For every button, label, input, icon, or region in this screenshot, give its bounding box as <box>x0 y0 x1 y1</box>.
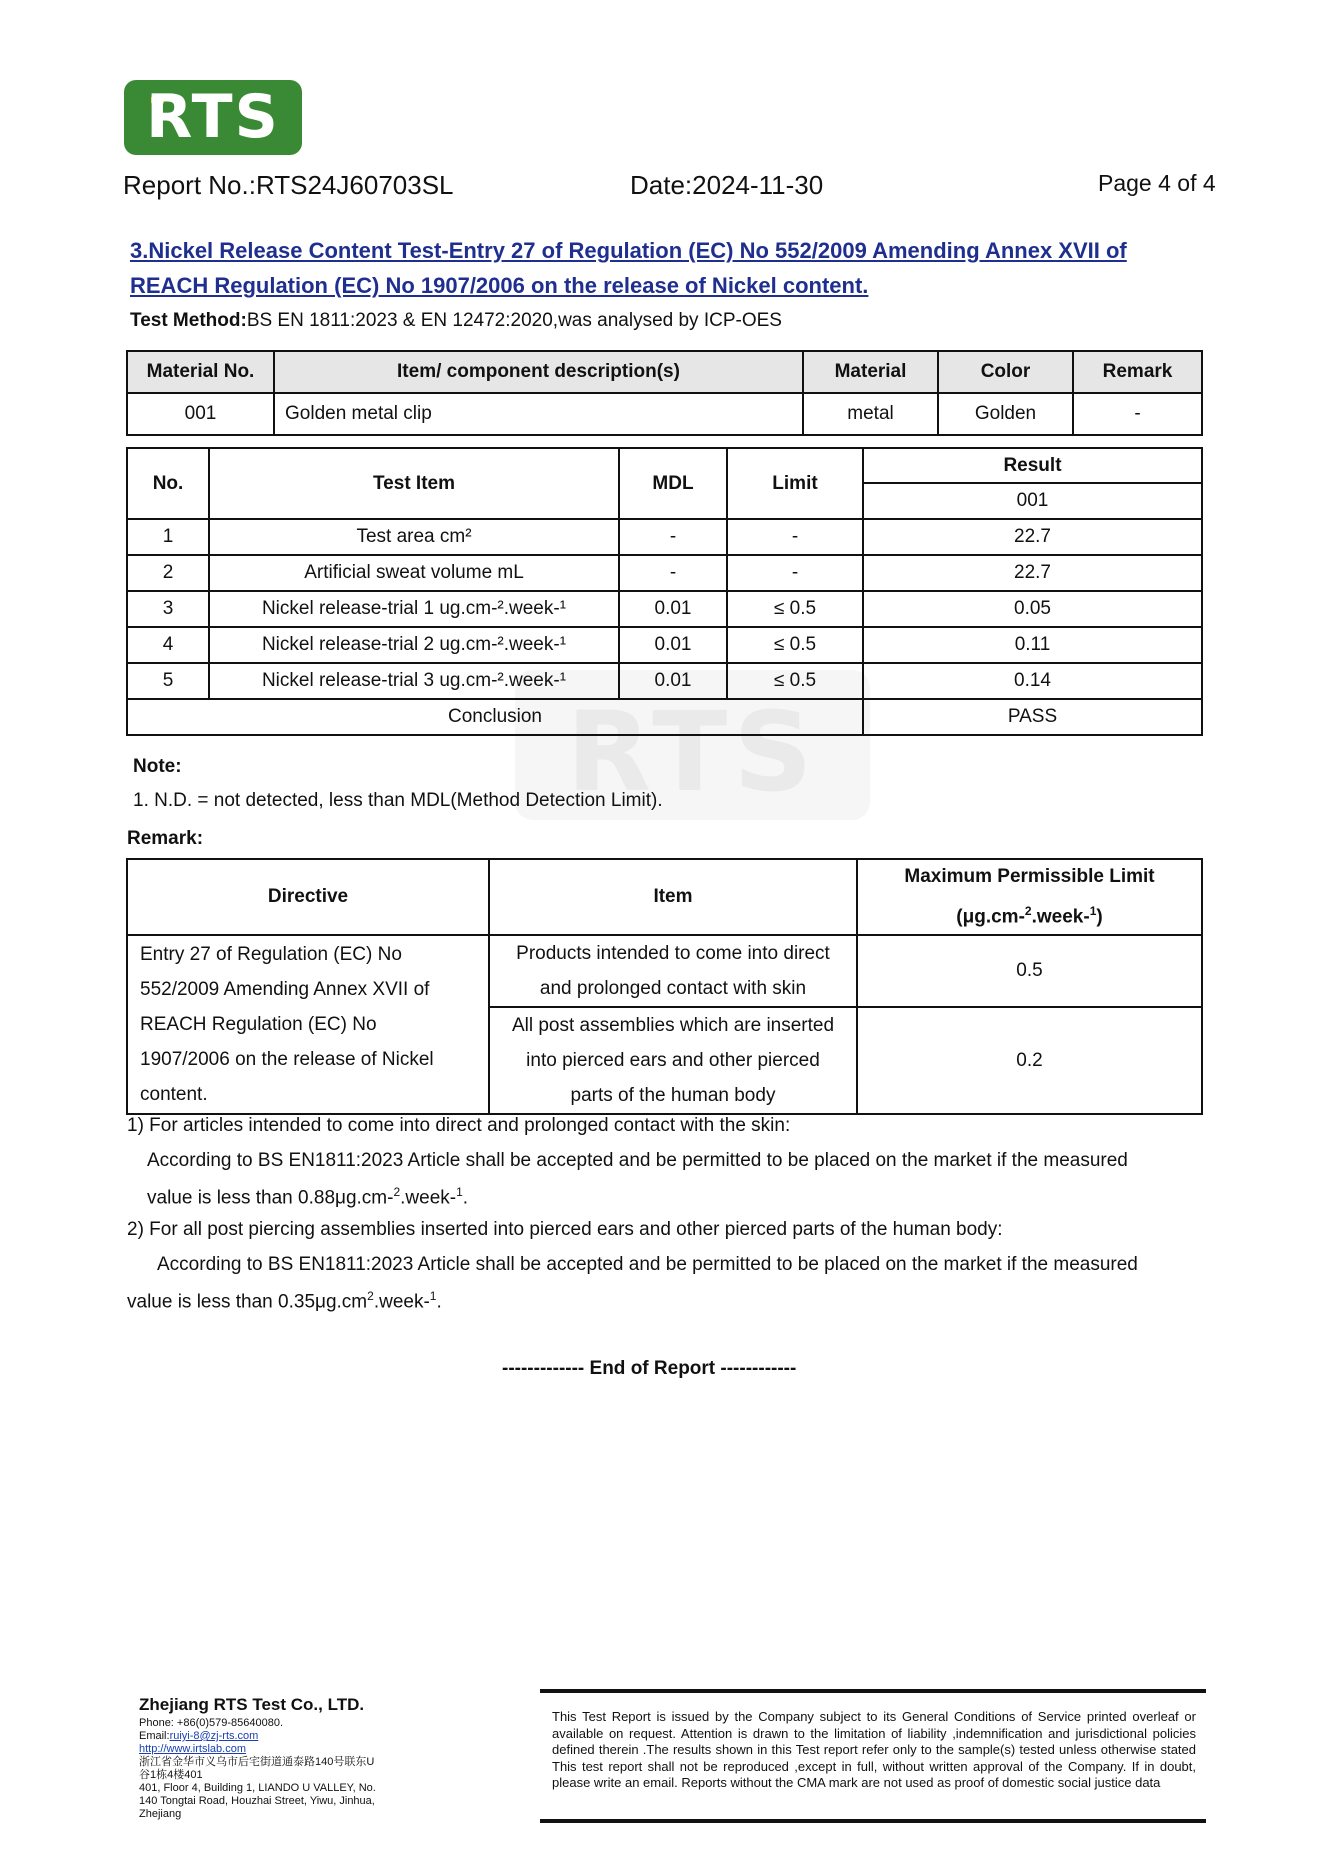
cell-mdl: 0.01 <box>619 627 727 663</box>
cell-mdl: - <box>619 519 727 555</box>
cell-material: metal <box>803 393 938 435</box>
footer-website-link[interactable]: http://www.irtslab.com <box>139 1743 246 1755</box>
report-date: Date:2024-11-30 <box>630 170 824 200</box>
col-description: Item/ component description(s) <box>274 351 803 393</box>
test-method-value: BS EN 1811:2023 & EN 12472:2020,was analysed by ICP-OES <box>246 310 782 331</box>
cell-description: Golden metal clip <box>274 393 803 435</box>
footer-email-line <box>139 1730 399 1743</box>
item-line: parts of the human body <box>570 1085 776 1107</box>
table-row <box>127 591 1202 627</box>
col-limit: Limit <box>727 448 863 519</box>
fn2-sup1: 2 <box>367 1289 374 1303</box>
footer-address-en-3: Zhejiang <box>139 1808 182 1820</box>
cell-no: 2 <box>127 555 209 591</box>
cell-limit: - <box>727 519 863 555</box>
footer-company: Zhejiang RTS Test Co., LTD. <box>139 1695 365 1714</box>
cell-mdl: - <box>619 555 727 591</box>
section-title-line1: 3.Nickel Release Content Test-Entry 27 of Regulation (EC) No 552/2009 Amending Annex XVII of <box>130 238 1127 263</box>
fn2-c: . <box>436 1291 442 1313</box>
cell-directive <box>127 935 489 1114</box>
col-material: Material <box>803 351 938 393</box>
footnote-2-heading: 2) For all post piercing assemblies inserted into pierced ears and other pierced parts of the human body: <box>127 1219 1003 1240</box>
remark-table <box>126 858 1203 1115</box>
conclusion-label: Conclusion <box>127 699 863 735</box>
footer-contact <box>139 1717 399 1821</box>
cell-color: Golden <box>938 393 1073 435</box>
section-title-line2: REACH Regulation (EC) No 1907/2006 on the release of Nickel content. <box>130 273 869 298</box>
fn1-sup1: 2 <box>393 1185 401 1199</box>
directive-line: content. <box>140 1084 208 1106</box>
results-table <box>126 447 1203 736</box>
table-row <box>127 555 1202 591</box>
fn2-b: .week- <box>373 1291 430 1313</box>
cell-limit: - <box>727 555 863 591</box>
fn2-sup2: 1 <box>429 1289 437 1303</box>
col-remark: Remark <box>1073 351 1202 393</box>
watermark-text: RTS <box>566 688 819 816</box>
footnote-1-value <box>147 1185 468 1209</box>
footnote-1-text: According to BS EN1811:2023 Article shall be accepted and be permitted to be placed on the market if the measured <box>147 1150 1128 1171</box>
col-directive: Directive <box>127 859 489 935</box>
cell-mdl: 0.01 <box>619 663 727 699</box>
max-limit-unit-sup2: 1 <box>1089 904 1097 918</box>
cell-remark: - <box>1073 393 1202 435</box>
cell-result: 0.11 <box>863 627 1202 663</box>
col-sample-id: 001 <box>863 483 1202 519</box>
company-logo <box>124 80 302 155</box>
table-row <box>127 393 1202 435</box>
directive-line: 1907/2006 on the release of Nickel <box>140 1049 434 1071</box>
cell-limit-1: 0.5 <box>857 935 1202 1007</box>
cell-limit: ≤ 0.5 <box>727 663 863 699</box>
col-item: Item <box>489 859 857 935</box>
footer-top-rule <box>540 1689 1206 1693</box>
cell-result: 22.7 <box>863 555 1202 591</box>
conclusion-row <box>127 699 1202 735</box>
footer-address-en-2: 140 Tongtai Road, Houzhai Street, Yiwu, Jinhua, <box>139 1795 375 1807</box>
footer-address-cn-1: 浙江省金华市义乌市后宅街道通泰路140号联东U <box>139 1756 375 1768</box>
max-limit-line1: Maximum Permissible Limit <box>904 866 1155 887</box>
material-table <box>126 350 1203 436</box>
cell-no: 5 <box>127 663 209 699</box>
fn1-a: value is less than 0.88μg.cm- <box>147 1187 394 1209</box>
item-line: and prolonged contact with skin <box>539 978 807 1000</box>
logo-text: RTS <box>146 82 280 152</box>
table-row <box>127 519 1202 555</box>
cell-test-item: Test area cm² <box>209 519 619 555</box>
footer-address-cn-2: 谷1栋4楼401 <box>139 1769 203 1781</box>
col-no: No. <box>127 448 209 519</box>
col-test-item: Test Item <box>209 448 619 519</box>
table-row <box>127 663 1202 699</box>
col-mdl: MDL <box>619 448 727 519</box>
cell-item-1 <box>489 935 857 1007</box>
item-line: All post assemblies which are inserted <box>511 1015 835 1037</box>
max-limit-unit-b: .week- <box>1031 906 1090 928</box>
col-max-limit <box>857 859 1202 935</box>
note-text: 1. N.D. = not detected, less than MDL(Method Detection Limit). <box>133 790 663 811</box>
fn1-b: .week- <box>400 1187 457 1209</box>
footer-email-link[interactable]: ruiyi-8@zj-rts.com <box>169 1730 259 1742</box>
cell-mdl: 0.01 <box>619 591 727 627</box>
page-number: Page 4 of 4 <box>1098 170 1216 196</box>
col-result: Result <box>863 448 1202 483</box>
item-line: Products intended to come into direct <box>516 943 830 965</box>
cell-test-item: Nickel release-trial 2 ug.cm-².week-¹ <box>209 627 619 663</box>
fn1-c: . <box>462 1187 469 1209</box>
cell-result: 0.14 <box>863 663 1202 699</box>
test-method <box>130 310 782 332</box>
footer-bottom-rule <box>540 1819 1206 1823</box>
remark-label: Remark: <box>127 828 204 849</box>
cell-test-item: Nickel release-trial 1 ug.cm-².week-¹ <box>209 591 619 627</box>
footer-disclaimer: This Test Report is issued by the Company subject to its General Conditions of Service printed overleaf or available on request. Attention is drawn to the limitation of liability ,indemnification and jurisdictional policies defined therein .The results shown in this Test report refer only to the sample(s) tested unless otherwise stated This test report shall not be reproduced ,except in full, without written approval of the Company. If in doubt, please write an email. Reports without the CMA mark are not used as proof of domestic social justice data <box>552 1709 1196 1790</box>
conclusion-value: PASS <box>863 699 1202 735</box>
footnote-1-heading: 1) For articles intended to come into direct and prolonged contact with the skin: <box>127 1115 791 1136</box>
cell-material-no: 001 <box>127 393 274 435</box>
col-material-no: Material No. <box>127 351 274 393</box>
cell-limit: ≤ 0.5 <box>727 627 863 663</box>
fn2-a: value is less than 0.35μg.cm <box>127 1291 368 1313</box>
note-label: Note: <box>133 756 182 777</box>
end-of-report: ------------- End of Report ------------ <box>502 1358 797 1379</box>
table-row <box>127 627 1202 663</box>
item-line: into pierced ears and other pierced <box>526 1050 820 1072</box>
footnote-2-text: According to BS EN1811:2023 Article shall be accepted and be permitted to be placed on the market if the measured <box>157 1254 1138 1275</box>
directive-line: REACH Regulation (EC) No <box>140 1014 377 1036</box>
fn1-sup2: 1 <box>456 1185 463 1199</box>
directive-line: Entry 27 of Regulation (EC) No <box>140 944 402 966</box>
footer-address-en-1: 401, Floor 4, Building 1, LIANDO U VALLEY, No. <box>139 1782 376 1794</box>
cell-test-item: Nickel release-trial 3 ug.cm-².week-¹ <box>209 663 619 699</box>
col-color: Color <box>938 351 1073 393</box>
report-number: Report No.:RTS24J60703SL <box>123 170 454 200</box>
footer-email-label: Email: <box>139 1730 170 1742</box>
cell-limit: ≤ 0.5 <box>727 591 863 627</box>
table-row <box>127 935 1202 1007</box>
cell-no: 3 <box>127 591 209 627</box>
cell-no: 1 <box>127 519 209 555</box>
max-limit-unit-c: ) <box>1096 906 1103 928</box>
footer-phone: Phone: +86(0)579-85640080. <box>139 1717 284 1729</box>
footnote-2-value <box>127 1289 442 1313</box>
cell-test-item: Artificial sweat volume mL <box>209 555 619 591</box>
cell-no: 4 <box>127 627 209 663</box>
cell-limit-2: 0.2 <box>857 1007 1202 1114</box>
test-method-label: Test Method: <box>130 310 247 331</box>
cell-item-2 <box>489 1007 857 1114</box>
cell-result: 0.05 <box>863 591 1202 627</box>
directive-line: 552/2009 Amending Annex XVII of <box>140 979 430 1001</box>
max-limit-unit-a: (μg.cm- <box>956 906 1025 928</box>
max-limit-unit-sup1: 2 <box>1024 904 1032 918</box>
cell-result: 22.7 <box>863 519 1202 555</box>
